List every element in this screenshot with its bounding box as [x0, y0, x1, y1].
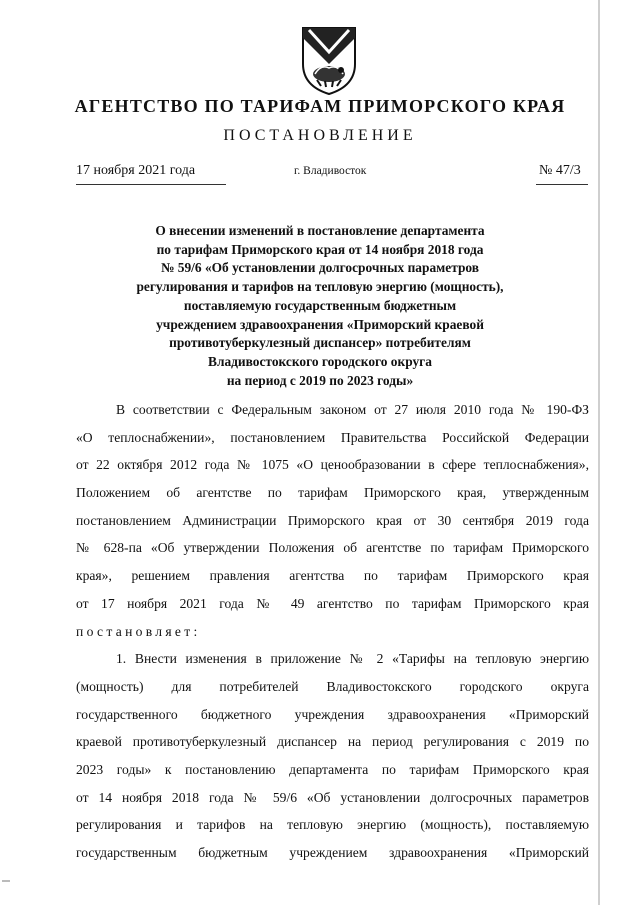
body-line: № 628-па «Об утверждении Положения об агентстве по тарифам Приморского [76, 540, 589, 556]
body-line: Положением об агентстве по тарифам Приморского края, утвержденным [76, 485, 589, 501]
body-line: В соответствии с Федеральным законом от 27 июля 2010 года № 190-ФЗ [116, 402, 589, 417]
body-line-resolves: постановляет: [76, 623, 201, 639]
title-line: Владивостокского городского округа [208, 353, 432, 369]
title-line: противотуберкулезный диспансер» потребителям [169, 335, 471, 351]
body-line: постановлением Администрации Приморского края от 30 сентября 2019 года [76, 512, 589, 528]
body-line: 1. Внести изменения в приложение № 2 «Тарифы на тепловую энергию [116, 651, 589, 667]
title-line: по тарифам Приморского края от 14 ноября 2018 года [156, 241, 484, 257]
document-date: 17 ноября 2021 года [76, 163, 196, 178]
document-number: № 47/3 [539, 163, 581, 178]
scan-edge-mark [2, 880, 10, 882]
body-line: от 22 октября 2012 года № 1075 «О ценообразовании в сфере теплоснабжения», [76, 457, 589, 473]
body-line: от 14 ноября 2018 года № 59/6 «Об установлении долгосрочных параметров [76, 789, 589, 805]
title-line: № 59/6 «Об установлении долгосрочных параметров [160, 260, 479, 276]
title-line: на период с 2019 по 2023 годы» [226, 372, 414, 388]
body-line: регулирования и тарифов на тепловую энергию (мощность), поставляемую [76, 817, 589, 833]
body-line: от 17 ноября 2021 года № 49 агентство по тарифам Приморского края [76, 595, 589, 611]
scan-margin-line [598, 0, 600, 905]
number-underline [536, 184, 588, 185]
agency-name: АГЕНТСТВО ПО ТАРИФАМ ПРИМОРСКОГО КРАЯ [74, 96, 566, 116]
document-title [90, 222, 550, 390]
title-line: О внесении изменений в постановление департамента [155, 223, 485, 238]
title-line: поставляемую государственным бюджетным [183, 297, 457, 313]
title-line: регулирования и тарифов на тепловую энергию (мощность), [136, 279, 504, 295]
body-line: «О теплоснабжении», постановлением Правительства Российской Федерации [76, 429, 589, 445]
coat-of-arms-icon [297, 24, 361, 96]
title-line: учреждением здравоохранения «Приморский краевой [156, 316, 484, 332]
body-line: государственным бюджетным учреждением здравоохранения «Приморский [76, 845, 589, 860]
body-line: 2023 годы» к постановлению департамента по тарифам Приморского края [76, 761, 589, 777]
document-type: ПОСТАНОВЛЕНИЕ [223, 127, 417, 144]
date-underline [76, 184, 226, 185]
body-line: края», решением правления агентства по тарифам Приморского края [76, 568, 589, 584]
document-city: г. Владивосток [294, 165, 367, 177]
body-line: краевой противотуберкулезный диспансер на период регулирования с 2019 по [76, 734, 589, 750]
body-line: государственного бюджетного учреждения здравоохранения «Приморский [76, 706, 589, 722]
document-body [76, 396, 589, 867]
body-line: (мощность) для потребителей Владивостокского городского округа [76, 678, 589, 694]
